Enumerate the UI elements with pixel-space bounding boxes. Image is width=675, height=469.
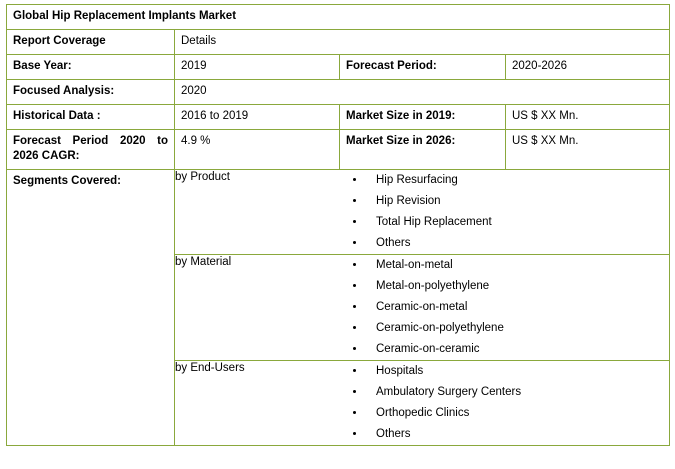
list-item: • Ambulatory Surgery Centers	[366, 382, 669, 403]
row-value-focused-analysis: 2020	[175, 80, 670, 105]
segment-items-end-users	[340, 361, 669, 446]
row-value-forecast-cagr: 4.9 %	[175, 130, 340, 170]
list-item: • Metal-on-metal	[366, 255, 669, 276]
segment-group-end-users	[175, 361, 669, 446]
list-item: • Hip Revision	[366, 191, 669, 212]
table-row-title	[7, 5, 670, 30]
row-label-market-size-2019: Market Size in 2019:	[340, 105, 506, 130]
list-item: • Metal-on-polyethylene	[366, 276, 669, 297]
row-label-market-size-2026: Market Size in 2026:	[340, 130, 506, 170]
table-row-base-year	[7, 55, 670, 80]
table-row-focused-analysis	[7, 80, 670, 105]
list-item: • Hip Resurfacing	[366, 170, 669, 191]
segment-group-product	[175, 170, 669, 255]
table-row-report-coverage	[7, 30, 670, 55]
segments-covered-label: Segments Covered:	[13, 175, 122, 187]
list-item: • Ceramic-on-ceramic	[366, 339, 669, 360]
row-value-market-size-2026: US $ XX Mn.	[506, 130, 670, 170]
segment-list-end-users	[340, 361, 669, 445]
row-value-report-coverage: Details	[175, 30, 670, 55]
segment-list-product	[340, 170, 669, 254]
table-row-cagr	[7, 130, 670, 170]
row-value-market-size-2019: US $ XX Mn.	[506, 105, 670, 130]
segment-group-material	[175, 255, 669, 361]
row-label-forecast-period: Forecast Period:	[340, 55, 506, 80]
segment-list-material	[340, 255, 669, 360]
segments-inner-table	[175, 170, 669, 445]
list-item: • Hospitals	[366, 361, 669, 382]
row-value-forecast-period: 2020-2026	[506, 55, 670, 80]
segments-cell	[175, 170, 670, 446]
list-item: • Ceramic-on-polyethylene	[366, 318, 669, 339]
segment-group-name-material: by Material	[175, 255, 340, 361]
row-label-forecast-cagr: Forecast Period 2020 to 2026 CAGR:	[7, 130, 175, 170]
table-row-historical-data	[7, 105, 670, 130]
table-title: Global Hip Replacement Implants Market	[7, 5, 670, 30]
segment-items-product	[340, 170, 669, 255]
segment-group-name-product: by Product	[175, 170, 340, 255]
row-label-report-coverage: Report Coverage	[7, 30, 175, 55]
row-label-base-year: Base Year:	[7, 55, 175, 80]
market-report-table	[6, 4, 670, 446]
table-row-segments-covered	[7, 170, 670, 446]
list-item: • Orthopedic Clinics	[366, 403, 669, 424]
segment-items-material	[340, 255, 669, 361]
list-item: • Ceramic-on-metal	[366, 297, 669, 318]
list-item: • Total Hip Replacement	[366, 212, 669, 233]
row-label-historical-data: Historical Data :	[7, 105, 175, 130]
row-label-focused-analysis: Focused Analysis:	[7, 80, 175, 105]
segment-group-name-end-users: by End-Users	[175, 361, 340, 446]
list-item: • Others	[366, 233, 669, 254]
list-item: • Others	[366, 424, 669, 445]
row-label-segments-covered	[7, 170, 175, 446]
row-value-historical-data: 2016 to 2019	[175, 105, 340, 130]
row-value-base-year: 2019	[175, 55, 340, 80]
